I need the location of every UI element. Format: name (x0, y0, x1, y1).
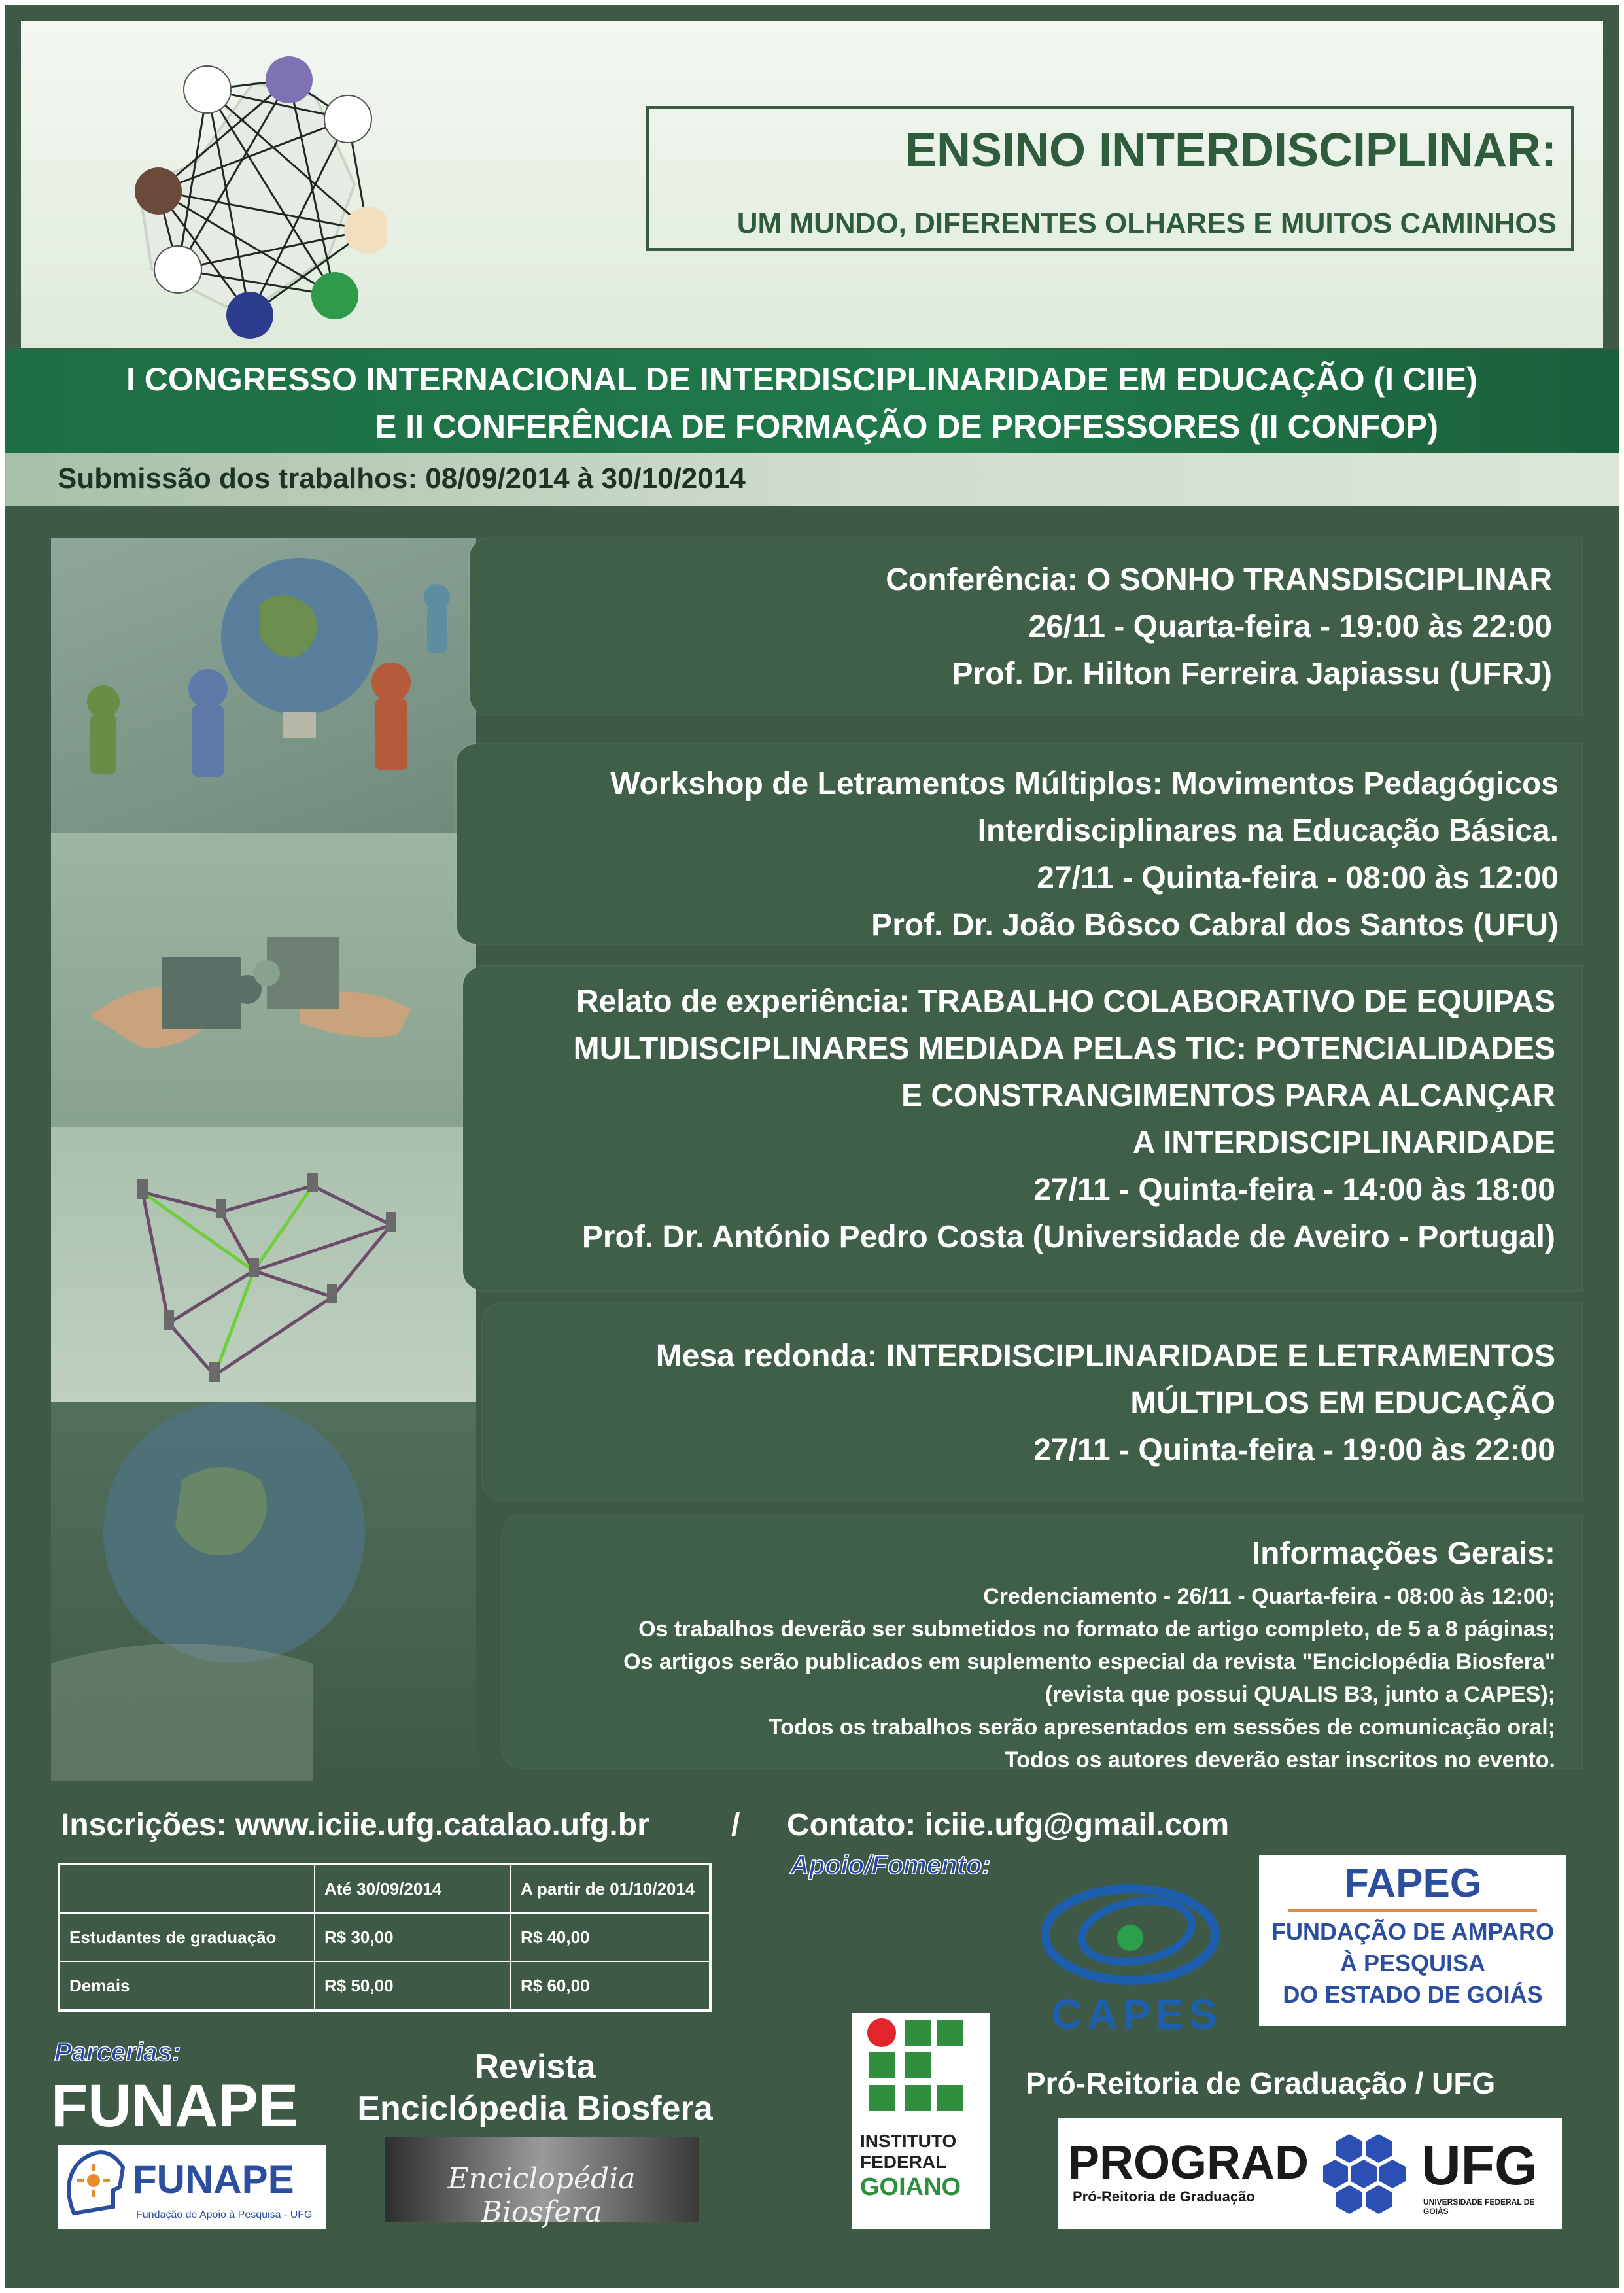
session-title-cont: MULTIDISCIPLINARES MEDIADA PELAS TIC: POTENCIALIDADES (573, 1031, 1555, 1066)
atom-icon (154, 246, 201, 293)
prograd-label: Pró-Reitoria de Graduação / UFG (1026, 2066, 1496, 2100)
caduceus-icon (324, 95, 371, 143)
event-name-line2: E II CONFERÊNCIA DE FORMAÇÃO DE PROFESSORES (II CONFOP) (375, 408, 1439, 445)
lamp-icon (226, 292, 273, 339)
table-row (59, 1913, 710, 1961)
ufg-text: UFG (1421, 2135, 1538, 2196)
session-title: Relato de experiência: TRABALHO COLABORATIVO DE EQUIPAS (576, 984, 1555, 1019)
table-row (59, 1961, 710, 2010)
prograd-ufg-logo (1058, 2118, 1562, 2229)
session-speaker: Prof. Dr. Hilton Ferreira Japiassu (UFRJ) (952, 657, 1552, 691)
contact-email[interactable]: Contato: iciie.ufg@gmail.com (787, 1808, 1230, 1842)
info-title: Informações Gerais: (1251, 1536, 1555, 1571)
separator: / (731, 1808, 740, 1842)
prograd-text: PROGRAD (1068, 2137, 1309, 2189)
funape-heading: FUNAPE (51, 2073, 299, 2139)
table-cell: R$ 60,00 (511, 1961, 710, 2010)
funape-logo (58, 2145, 326, 2229)
session-speaker: Prof. Dr. António Pedro Costa (Universidade de Aveiro - Portugal) (581, 1220, 1555, 1254)
biosfera-logo (385, 2137, 699, 2229)
fapeg-divider (1288, 1909, 1537, 1912)
psi-icon (135, 167, 182, 215)
if-grid-icon (852, 2013, 990, 2131)
biosfera-logo-text: Enciclopédia Biosfera (447, 2162, 636, 2229)
capes-emblem-icon (1032, 1879, 1228, 1990)
fapeg-title: FAPEG (1343, 1861, 1482, 1906)
table-cell: R$ 50,00 (315, 1961, 511, 2010)
fapeg-line: À PESQUISA (1339, 1950, 1486, 1976)
event-band (5, 349, 1619, 453)
funape-logo-text: FUNAPE (133, 2158, 294, 2201)
info-line: Todos os trabalhos serão apresentados em sessões de comunicação oral; (768, 1715, 1555, 1740)
fleur-de-lis-icon (266, 56, 313, 103)
if-line: GOIANO (860, 2173, 961, 2201)
session-datetime: 27/11 - Quinta-feira - 08:00 às 12:00 (1037, 861, 1559, 895)
head-icon (61, 2148, 126, 2226)
table-cell: R$ 30,00 (315, 1913, 511, 1961)
ufg-sub: UNIVERSIDADE FEDERAL DE GOIÁS (1423, 2198, 1535, 2216)
session-title: Conferência: O SONHO TRANSDISCIPLINAR (886, 562, 1552, 597)
session-speaker: Prof. Dr. João Bôsco Cabral dos Santos (UFU) (871, 908, 1559, 942)
session-title: Mesa redonda: INTERDISCIPLINARIDADE E LETRAMENTOS (655, 1339, 1555, 1373)
ufg-hexagon-icon (1323, 2131, 1415, 2216)
session-workshop (457, 744, 1581, 944)
table-cell: R$ 40,00 (511, 1913, 710, 1961)
table-header-cell (59, 1864, 315, 1913)
title-box (646, 106, 1574, 251)
fapeg-line: FUNDAÇÃO DE AMPARO (1271, 1918, 1554, 1945)
poster (5, 5, 1619, 2288)
fapeg-line: DO ESTADO DE GOIÁS (1283, 1981, 1543, 2008)
page-subtitle: UM MUNDO, DIFERENTES OLHARES E MUITOS CAMINHOS (736, 207, 1557, 239)
session-title-cont: MÚLTIPLOS EM EDUCAÇÃO (1130, 1386, 1555, 1421)
registration-url[interactable]: Inscrições: www.iciie.ufg.catalao.ufg.br (61, 1808, 649, 1842)
vitruvian-man-icon (344, 207, 387, 254)
header (21, 21, 1603, 348)
if-goiano-logo (852, 2013, 990, 2229)
capes-text: CAPES (1052, 1991, 1222, 2038)
submission-bar (5, 453, 1619, 506)
capes-logo (1032, 1879, 1228, 2036)
session-datetime: 27/11 - Quinta-feira - 19:00 às 22:00 (1033, 1433, 1555, 1468)
table-header-cell: A partir de 01/10/2014 (511, 1864, 710, 1913)
session-conference (470, 538, 1581, 715)
info-line: Todos os autores deverão estar inscritos no evento. (1004, 1748, 1555, 1772)
globe-bulb-photo (51, 538, 476, 833)
gear-icon (184, 66, 231, 113)
table-header-cell: Até 30/09/2014 (315, 1864, 511, 1913)
globe-hands-photo (51, 1402, 476, 1781)
network-people-photo (51, 1127, 476, 1402)
table-header-row (59, 1864, 710, 1913)
parcerias-label: Parcerias: (54, 2038, 181, 2067)
session-datetime: 27/11 - Quinta-feira - 14:00 às 18:00 (1033, 1173, 1555, 1207)
if-line: INSTITUTO (860, 2131, 957, 2151)
session-title: Workshop de Letramentos Múltiplos: Movimentos Pedagógicos (610, 767, 1559, 801)
submission-dates: Submissão dos trabalhos: 08/09/2014 à 30/10/2014 (58, 462, 746, 494)
table-cell: Demais (59, 1961, 315, 2010)
session-title-cont: A INTERDISCIPLINARIDADE (1132, 1126, 1555, 1160)
info-line: Credenciamento - 26/11 - Quarta-feira - 08:00 às 12:00; (983, 1584, 1555, 1609)
prograd-sub: Pró-Reitoria de Graduação (1073, 2188, 1255, 2205)
info-line: Os trabalhos deverão ser submetidos no formato de artigo completo, de 5 a 8 páginas; (638, 1617, 1555, 1642)
revista-line1: Revista (474, 2048, 596, 2086)
figure-icon (311, 272, 358, 319)
table-cell: Estudantes de graduação (59, 1913, 315, 1961)
session-title-cont: Interdisciplinares na Educação Básica. (977, 814, 1559, 848)
general-info (502, 1516, 1581, 1772)
price-table (58, 1863, 712, 2012)
puzzle-hands-photo (51, 833, 476, 1127)
event-name-line1: I CONGRESSO INTERNACIONAL DE INTERDISCIPLINARIDADE EM EDUCAÇÃO (I CIIE) (126, 361, 1477, 398)
if-line: FEDERAL (860, 2152, 947, 2172)
session-roundtable (483, 1303, 1581, 1500)
apoio-label: Apoio/Fomento: (790, 1851, 991, 1880)
photo-collage (51, 538, 476, 1781)
network-logo (99, 34, 387, 348)
info-line: (revista que possui QUALIS B3, junto a CAPES); (1045, 1682, 1555, 1707)
info-line: Os artigos serão publicados em suplemento especial da revista "Enciclopédia Biosfera" (623, 1649, 1555, 1674)
revista-label (332, 2046, 738, 2129)
session-title-cont: E CONSTRANGIMENTOS PARA ALCANÇAR (901, 1078, 1555, 1113)
funape-tagline: Fundação de Apoio à Pesquisa - UFG (136, 2209, 313, 2220)
fapeg-logo (1259, 1855, 1566, 2026)
page-title: ENSINO INTERDISCIPLINAR: (905, 124, 1557, 177)
session-datetime: 26/11 - Quarta-feira - 19:00 às 22:00 (1028, 610, 1552, 644)
revista-line2: Enciclópedia Biosfera (357, 2090, 713, 2128)
session-report (463, 967, 1581, 1290)
